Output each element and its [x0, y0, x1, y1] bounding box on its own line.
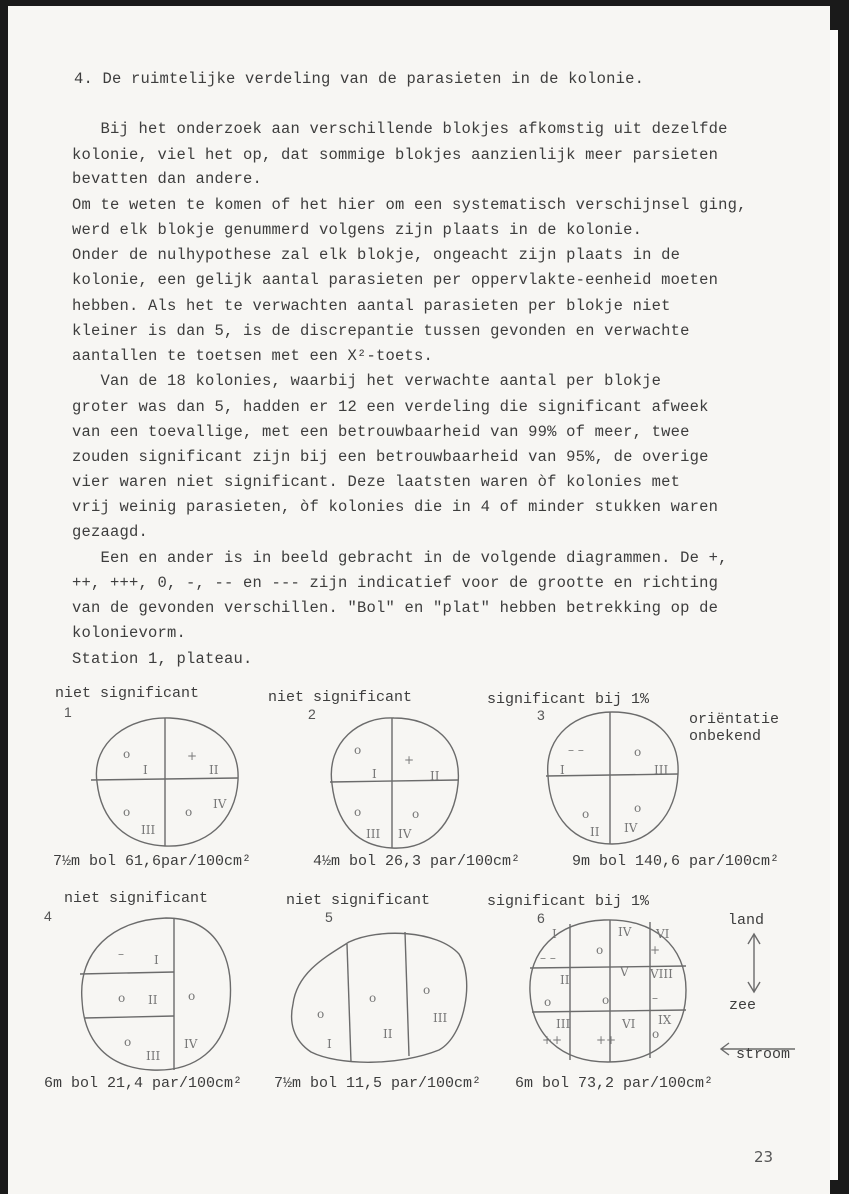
- diagram-3-drawing: [540, 708, 685, 850]
- diagram-2-caption: 4½m bol 26,3 par/100cm²: [313, 853, 521, 870]
- diagram-6-number: 6: [537, 910, 545, 926]
- svg-text:I: I: [560, 763, 565, 777]
- diagram-1-number: 1: [64, 704, 72, 720]
- svg-text:II: II: [148, 993, 158, 1007]
- diagram-1-drawing: [85, 712, 245, 852]
- svg-text:VI: VI: [656, 927, 670, 941]
- svg-text:o: o: [634, 745, 642, 759]
- svg-text:o: o: [123, 805, 131, 819]
- diagram-4-caption: 6m bol 21,4 par/100cm²: [44, 1075, 243, 1092]
- diagram-4-number: 4: [44, 908, 52, 924]
- svg-text:IV: IV: [398, 827, 412, 841]
- body-line: kolonie, een gelijk aantal parasieten per oppervlakte-eenheid moeten: [72, 271, 719, 289]
- body-line: Station 1, plateau.: [72, 650, 253, 668]
- diagram-2-label: niet significant: [268, 689, 413, 706]
- svg-text:I: I: [552, 927, 557, 941]
- orientation-note-line-1: oriëntatie: [689, 711, 780, 728]
- svg-text:o: o: [317, 1007, 325, 1021]
- svg-text:II: II: [209, 763, 219, 777]
- svg-text:–: –: [118, 947, 124, 961]
- svg-text:V: V: [620, 965, 629, 979]
- svg-text:I: I: [154, 953, 159, 967]
- svg-text:+: +: [187, 749, 198, 763]
- svg-text:VI: VI: [622, 1017, 636, 1031]
- svg-text:o: o: [582, 807, 590, 821]
- page-number: 23: [754, 1148, 774, 1166]
- svg-text:III: III: [141, 823, 156, 837]
- section-heading: 4. De ruimtelijke verdeling van de parasieten in de kolonie.: [74, 70, 645, 88]
- svg-text:o: o: [369, 991, 377, 1005]
- body-line: werd elk blokje genummerd volgens zijn plaats in de kolonie.: [72, 221, 643, 239]
- svg-text:IV: IV: [184, 1037, 198, 1051]
- svg-text:++: ++: [542, 1033, 563, 1047]
- svg-text:IV: IV: [213, 797, 227, 811]
- svg-text:o: o: [188, 989, 196, 1003]
- svg-text:o: o: [354, 805, 362, 819]
- svg-text:II: II: [383, 1027, 393, 1041]
- compass-current-label: stroom: [736, 1046, 791, 1063]
- body-line: gezaagd.: [72, 523, 149, 541]
- svg-text:o: o: [124, 1035, 132, 1049]
- body-line: bevatten dan andere.: [72, 170, 263, 188]
- svg-text:o: o: [185, 805, 193, 819]
- diagram-1-caption: 7½m bol 61,6par/100cm²: [53, 853, 252, 870]
- page-edge: [830, 30, 838, 1180]
- body-line: Onder de nulhypothese zal elk blokje, ongeacht zijn plaats in de: [72, 246, 681, 264]
- body-line: vrij weinig parasieten, òf kolonies die in 4 of minder stukken waren: [72, 498, 719, 516]
- diagram-4-drawing: [76, 914, 236, 1074]
- svg-text:+: +: [404, 753, 415, 767]
- body-line: Bij het onderzoek aan verschillende blokjes afkomstig uit dezelfde: [72, 120, 728, 138]
- diagram-3-caption: 9m bol 140,6 par/100cm²: [572, 853, 780, 870]
- svg-text:++: ++: [596, 1033, 617, 1047]
- svg-text:IV: IV: [618, 925, 632, 939]
- svg-text:– –: – –: [568, 743, 584, 757]
- svg-text:+: +: [650, 943, 661, 957]
- diagram-4-label: niet significant: [64, 890, 209, 907]
- body-line: kolonievorm.: [72, 624, 187, 642]
- diagram-2-number: 2: [308, 706, 316, 722]
- svg-text:III: III: [146, 1049, 161, 1063]
- svg-text:II: II: [430, 769, 440, 783]
- svg-text:III: III: [556, 1017, 571, 1031]
- svg-text:o: o: [118, 991, 126, 1005]
- svg-text:II: II: [590, 825, 600, 839]
- compass-sea-label: zee: [729, 997, 757, 1014]
- diagram-6-label: significant bij 1%: [487, 893, 650, 910]
- diagram-6-caption: 6m bol 73,2 par/100cm²: [515, 1075, 714, 1092]
- svg-text:II: II: [560, 973, 570, 987]
- diagram-5-caption: 7½m bol 11,5 par/100cm²: [274, 1075, 482, 1092]
- body-line: ++, +++, 0, -, -- en --- zijn indicatief voor de grootte en richting: [72, 574, 719, 592]
- body-line: Van de 18 kolonies, waarbij het verwachte aantal per blokje: [72, 372, 662, 390]
- svg-text:III: III: [366, 827, 381, 841]
- diagram-5-label: niet significant: [286, 892, 431, 909]
- svg-text:I: I: [372, 767, 377, 781]
- svg-text:IV: IV: [624, 821, 638, 835]
- diagram-3-label: significant bij 1%: [487, 691, 650, 708]
- svg-text:VIII: VIII: [650, 967, 673, 981]
- body-line: Om te weten te komen of het hier om een systematisch verschijnsel ging,: [72, 196, 747, 214]
- diagram-5-number: 5: [325, 909, 333, 925]
- body-line: kolonie, viel het op, dat sommige blokjes aanzienlijk meer parsieten: [72, 146, 719, 164]
- svg-text:o: o: [412, 807, 420, 821]
- svg-text:o: o: [123, 747, 131, 761]
- body-line: groter was dan 5, hadden er 12 een verdeling die significant afweek: [72, 398, 709, 416]
- svg-text:I: I: [327, 1037, 332, 1051]
- svg-text:o: o: [596, 943, 604, 957]
- body-line: van de gevonden verschillen. "Bol" en "plat" hebben betrekking op de: [72, 599, 719, 617]
- svg-text:I: I: [143, 763, 148, 777]
- body-line: Een en ander is in beeld gebracht in de volgende diagrammen. De +,: [72, 549, 728, 567]
- svg-text:o: o: [423, 983, 431, 997]
- diagram-2-drawing: [322, 712, 467, 854]
- svg-text:o: o: [544, 995, 552, 1009]
- svg-text:o: o: [652, 1027, 660, 1041]
- diagram-3-number: 3: [537, 707, 545, 723]
- svg-text:IX: IX: [658, 1013, 672, 1027]
- body-line: kleiner is dan 5, is de discrepantie tussen gevonden en verwachte: [72, 322, 690, 340]
- orientation-note-line-2: onbekend: [689, 728, 762, 745]
- diagram-5-drawing: [287, 926, 472, 1066]
- svg-text:III: III: [654, 763, 669, 777]
- compass-land-label: land: [728, 912, 765, 929]
- svg-text:–: –: [652, 991, 658, 1005]
- body-line: zouden significant zijn bij een betrouwbaarheid van 95%, de overige: [72, 448, 709, 466]
- svg-text:III: III: [433, 1011, 448, 1025]
- diagram-1-label: niet significant: [55, 685, 200, 702]
- body-line: van een toevallige, met een betrouwbaarheid van 99% of meer, twee: [72, 423, 690, 441]
- land-sea-arrow-icon: [744, 932, 764, 996]
- diagram-6-drawing: [522, 916, 692, 1066]
- body-line: hebben. Als het te verwachten aantal parasieten per blokje niet: [72, 297, 671, 315]
- svg-text:– –: – –: [540, 951, 556, 965]
- body-line: vier waren niet significant. Deze laatsten waren òf kolonies met: [72, 473, 681, 491]
- svg-text:o: o: [634, 801, 642, 815]
- svg-text:o: o: [354, 743, 362, 757]
- body-line: aantallen te toetsen met een X²-toets.: [72, 347, 434, 365]
- svg-text:o: o: [602, 993, 610, 1007]
